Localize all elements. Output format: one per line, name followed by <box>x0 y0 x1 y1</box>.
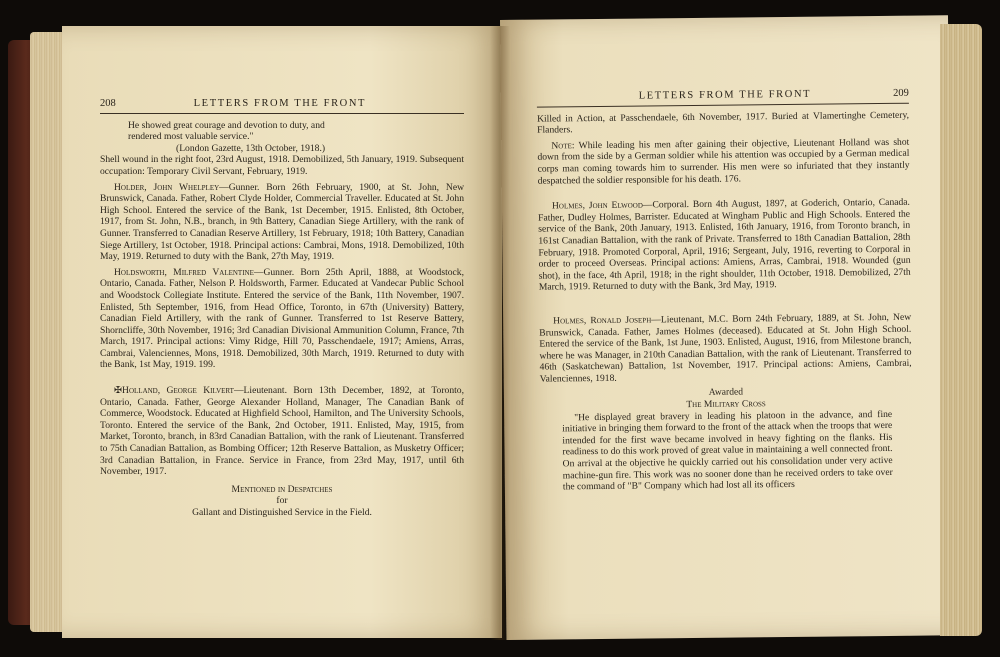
entry-name: Holder, John Whelpley <box>114 181 220 193</box>
entry-name: Holmes, Ronald Joseph <box>553 314 652 327</box>
left-running-head: LETTERS FROM THE FRONT <box>193 98 367 109</box>
quote-line: He showed great courage and devotion to duty, and <box>128 119 325 131</box>
right-page-number: 209 <box>892 87 909 99</box>
note-text: While leading his men after gaining their objective, Lieutenant Holland was shot down from the side by a German soldier while his attention was occupied by a German medical corps man coming towards him to surrender. His men were so infuriated that they instantly despatched the soldier responsible for his death. 176. <box>537 136 910 187</box>
entry-text: —Gunner. Born 26th February, 1900, at St. John, New Brunswick, Canada. Father, Robert Clyde Holder, Commercial Traveller. Educated at St. John High School. Entered the service of the Bank, 1st December, 1915. Enlisted, 8th October, 1917, from St. John, N.B., branch, in 9th Battery, Canadian Siege Artillery, with the rank of Gunner. Transferred to Canadian Reserve Artillery, 1st February, 1918; 10th Battery, Canadian Siege Artillery, 1st October, 1918. Principal actions: Cambrai, Mons, 1918. Demobilized, 10th May, 1919. Returned to duty with the Bank, 27th May, 1919. <box>100 181 465 263</box>
right-page-edges <box>940 24 982 636</box>
left-page-text <box>100 98 464 519</box>
quote-line: rendered most valuable service." <box>128 131 254 143</box>
entry-text: —Corporal. Born 4th August, 1897, at Goderich, Ontario, Canada. Father, Dudley Holmes, Barrister. Educated at Wingham Public and High Schools. Entered the service of the Bank, 20th January, 1913. Enlisted, 16th January, 1916, from Toronto branch, in 161st Canadian Battalion, with the rank of Private. Transferred to 18th Canadian Battalion, 28th February, 1918. Promoted Corporal, April, 1916; Sergeant, July, 1916, reverting to Corporal in order to proceed Overseas. Principal actions: Amiens, Arras, Cambrai, 1918. Wounded (gun shot), in the face, 4th April, 1918; in the right shoulder, 11th October, 1918. Demobilized, 27th March, 1919. Returned to duty with the Bank, 3rd May, 1919. <box>538 196 911 293</box>
left-page-number: 208 <box>100 98 116 109</box>
entry-text: —Lieutenant, M.C. Born 24th February, 1889, at St. John, New Brunswick, Canada. Father, James Holmes (deceased). Educated at St. John High School. Entered the service of the Bank, 1st June, 1903. Enlisted, August, 1916, from Milestone branch, where he was Manager, in 210th Canadian Battalion, with the rank of Lieutenant. Transferred to 46th (Saskatchewan) Battalion, 1st November, 1917. Principal actions: Amiens, Cambrai, Valenciennes, 1918. <box>539 311 912 385</box>
book-gutter <box>490 26 510 640</box>
mention-reason: Gallant and Distinguished Service in the Field. <box>192 507 372 518</box>
right-running-head: LETTERS FROM THE FRONT <box>638 88 812 102</box>
note-paragraph <box>537 137 909 187</box>
mention-for: for <box>276 495 288 507</box>
right-page-text <box>537 88 913 498</box>
right-running-header <box>537 88 909 107</box>
award-citation: "He displayed great bravery in leading his platoon in the advance, and fine initiative in bringing them forward to the front of the attack when the troops that were intended for the first wave became involved in heavy fighting on the flanks. His readiness to do this work proved of great value in maintaining a well connected front. On arrival at the objective he quickly carried out his consolidation under very active machine-gun fire. This work was no sooner done than he received orders to take over the command of "B" Company which had lost all its officers <box>562 408 893 493</box>
entry-paragraph <box>539 312 912 385</box>
continuation-text: Shell wound in the right foot, 23rd August, 1918. Demobilized, 5th January, 1919. Subsequent occupation: Temporary Civil Servant, February, 1919. <box>100 154 464 177</box>
quote-block <box>100 120 464 155</box>
entry-name: Holdsworth, Milfred Valentine <box>114 266 254 278</box>
note-label: Note: <box>551 140 575 152</box>
entry-paragraph <box>100 267 464 371</box>
award-citation-block <box>540 408 913 493</box>
award-awarded: Awarded <box>708 386 744 399</box>
left-running-header <box>100 98 464 114</box>
entry-paragraph <box>538 197 911 294</box>
entry-name: ✠Holland, George Kilvert <box>114 385 234 397</box>
award-title: The Military Cross <box>686 398 766 411</box>
entry-name: Holmes, John Elwood <box>551 199 643 212</box>
entry-text: —Gunner. Born 25th April, 1888, at Woodstock, Ontario, Canada. Father, Nelson P. Holdsworth, Farmer. Educated at Vandecar Public School and Woodstock Collegiate Institute. Entered the service of the Bank, 11th November, 1907. Enlisted, 5th September, 1916, from Head Office, Toronto, in 67th (University) Battery, Canadian Field Artillery, with the rank of Gunner. Transferred to 1st Reserve Battery, Shorncliffe, 30th November, 1916; 3rd Canadian Divisional Ammunition Column, France, 7th March, 1917. Principal actions: Vimy Ridge, Hill 70, Passchendaele, 1917; Amiens, Arras, Cambrai, Valenciennes, Mons, 1918. Demobilized, 30th March, 1919. Returned to duty with the Bank, 1st May, 1919. 199. <box>100 266 464 371</box>
entry-paragraph <box>100 385 464 478</box>
gazette-reference: (London Gazette, 13th October, 1918.) <box>176 142 326 154</box>
entry-paragraph <box>100 182 464 263</box>
left-page <box>62 26 502 638</box>
mention-heading: Mentioned in Despatches <box>231 483 333 495</box>
right-page <box>500 15 954 640</box>
entry-text: —Lieutenant. Born 13th December, 1892, at Toronto, Ontario, Canada. Father, George Alexander Holland, Manager, The Canadian Bank of Commerce, Woodstock. Educated at Highfield School, Hamilton, and The University Schools, Toronto. Entered the service of the Bank, 2nd October, 1911. Enlisted, May, 1915, from Market, Toronto, branch, in 83rd Canadian Battalion, with the rank of Lieutenant. Transferred to 75th Canadian Battalion, as Bombing Officer; 12th Reserve Battalion, as Musketry Officer; 3rd Canadian Battalion, in France. Service in France, from 23rd May, 1917, until 6th November, 1917. <box>100 385 464 478</box>
continuation-text: Killed in Action, at Passchendaele, 6th November, 1917. Buried at Vlamertinghe Cemetery, Flanders. <box>536 109 910 136</box>
